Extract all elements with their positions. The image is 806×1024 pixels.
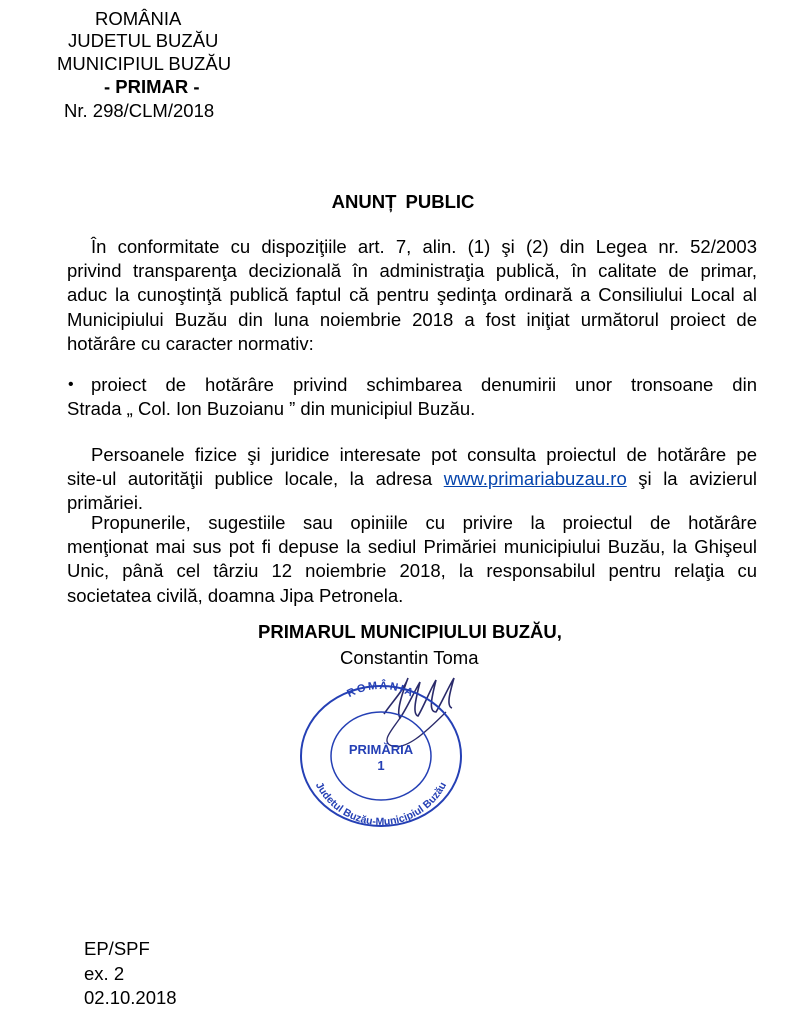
paragraph-intro-line: În conformitate cu dispoziţiile art. 7, alin. (1) şi (2) din Legea nr. 52/2003 xyxy=(91,236,757,257)
header-reference-number: Nr. 298/CLM/2018 xyxy=(64,100,215,121)
stamp-center-text: PRIMĂRIA xyxy=(348,742,414,757)
paragraph-intro xyxy=(67,235,757,356)
document-title: ANUNȚ PUBLIC xyxy=(331,191,475,212)
footer-copies: ex. 2 xyxy=(84,963,125,984)
signatory-title: PRIMARUL MUNICIPIULUI BUZĂU, xyxy=(258,621,562,642)
stamp-number: 1 xyxy=(377,758,385,773)
paragraph-consultation-line: Persoanele fizice şi juridice interesate pot consulta proiectul de hotărâre pe xyxy=(91,444,757,465)
header-country: ROMÂNIA xyxy=(95,8,182,29)
paragraph-intro-line: privind transparenţa decizională în administraţia publică, în calitate de primar, xyxy=(67,260,757,282)
website-link[interactable]: www.primariabuzau.ro xyxy=(443,468,627,490)
bullet-icon: • xyxy=(68,376,74,393)
header-county: JUDETUL BUZĂU xyxy=(68,30,219,51)
stamp-seal xyxy=(301,679,461,828)
text-segment: şi la avizierul xyxy=(626,468,757,490)
paragraph-consultation-line xyxy=(67,467,757,491)
header-office: - PRIMAR - xyxy=(104,76,200,97)
paragraph-intro-line: aduc la cunoştinţă publică faptul că pentru şedinţa ordinară a Consiliului Local al xyxy=(67,284,757,306)
footer-initials: EP/SPF xyxy=(84,938,150,959)
bullet-item-line: proiect de hotărâre privind schimbarea denumirii unor tronsoane din xyxy=(91,374,757,395)
paragraph-submissions xyxy=(67,511,757,608)
paragraph-intro-line: Municipiului Buzău din luna noiembrie 2018 a fost iniţiat următorul proiect de xyxy=(67,308,757,330)
signatory-name: Constantin Toma xyxy=(340,647,479,668)
footer-date: 02.10.2018 xyxy=(84,987,177,1008)
paragraph-submissions-line: Propunerile, sugestiile sau opiniile cu privire la proiectul de hotărâre xyxy=(91,512,757,533)
stamp-bottom-text: Judetul Buzău-Municipiul Buzău xyxy=(312,780,450,829)
official-stamp xyxy=(296,672,466,832)
paragraph-intro-line: hotărâre cu caracter normativ: xyxy=(67,332,314,354)
stamp-top-text: ROMÂNIA xyxy=(345,679,417,701)
bullet-item xyxy=(67,373,757,421)
bullet-item-line: Strada „ Col. Ion Buzoianu ” din municipiul Buzău. xyxy=(67,398,476,420)
paragraph-submissions-line: societatea civilă, doamna Jipa Petronela. xyxy=(67,584,404,606)
header-municipality: MUNICIPIUL BUZĂU xyxy=(57,53,232,74)
svg-text:Judetul Buzău-Municipiul Buzău xyxy=(313,780,449,828)
paragraph-submissions-line: Unic, până cel târziu 12 noiembrie 2018, la responsabilul pentru relaţia cu xyxy=(67,560,757,582)
paragraph-consultation-line: primăriei. xyxy=(67,492,144,514)
paragraph-consultation xyxy=(67,443,757,516)
text-segment: site-ul autorităţii publice locale, la adresa xyxy=(67,468,444,490)
paragraph-submissions-line: menţionat mai sus pot fi depuse la sediul Primăriei municipiului Buzău, la Ghişeul xyxy=(67,536,757,558)
